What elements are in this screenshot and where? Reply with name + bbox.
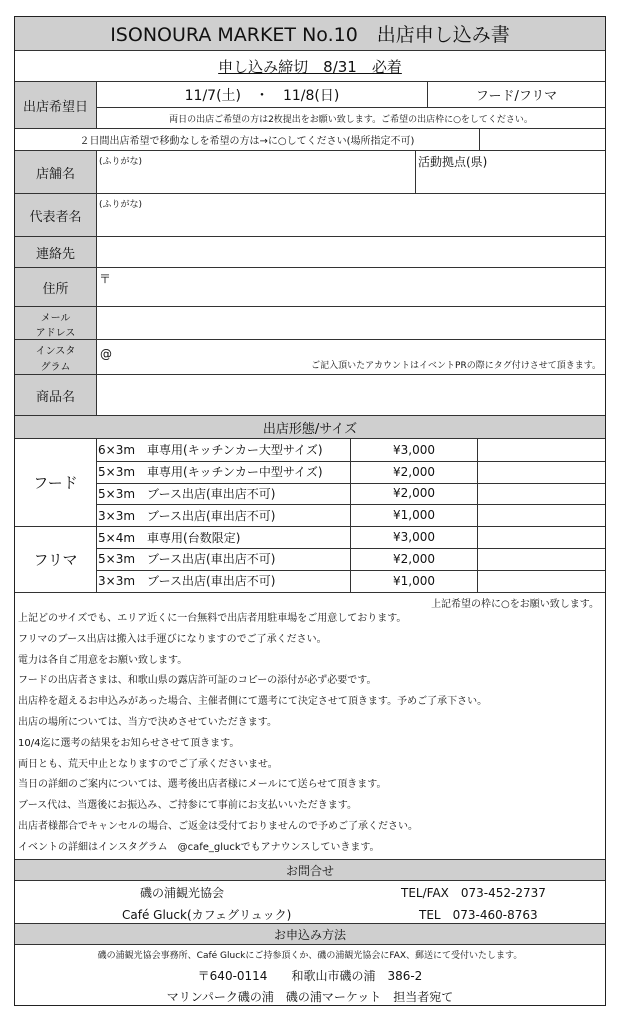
inquiry-tel1: TEL/FAX 073-452-2737 (401, 886, 546, 900)
booth-option-name: 3×3m ブース出店(車出店不可) (98, 508, 276, 523)
mail-field[interactable] (97, 307, 605, 339)
dates-field[interactable]: 11/7(土) ・ 11/8(日) (184, 87, 340, 104)
note-item: 電力は各自ご用意をお願い致します。 (18, 654, 188, 666)
date-label: 出店希望日 (15, 82, 96, 128)
insta-label-line2: グラム (40, 362, 71, 373)
food-label: フード (33, 474, 78, 492)
rep-label: 代表者名 (15, 194, 96, 236)
form-title: ISONOURA MARKET No.10 出店申し込み書 (15, 17, 605, 50)
booth-option-select-cell[interactable] (478, 548, 605, 570)
booth-option-select-cell[interactable] (478, 483, 605, 505)
note-item: 両日とも、荒天中止となりますのでご了承くださいませ。 (18, 758, 278, 770)
insta-label-line1: インスタ (35, 346, 76, 357)
contact-label: 連絡先 (15, 237, 96, 267)
apply-header: お申込み方法 (15, 924, 605, 944)
product-label: 商品名 (15, 375, 96, 415)
note-item: イベントの詳細はインスタグラム @cafe_gluckでもアナウンスしていきます。 (18, 841, 380, 853)
booth-option-name: 5×3m 車専用(キッチンカー中型サイズ) (98, 465, 323, 480)
note-item: 出店枠を超えるお申込みがあった場合、主催者側にて選考にて決定させて頂きます。予めご了承下さい。 (18, 696, 488, 708)
inquiry-header: お問合せ (15, 860, 605, 880)
shop-label: 店舗名 (15, 151, 96, 193)
note-item: フードの出店者さまは、和歌山県の露店許可証のコピーの添付が必ず必要です。 (18, 675, 377, 687)
booth-option-price: ¥3,000 (393, 442, 435, 457)
note-item: 出店者様都合でキャンセルの場合、ご返金は受付ておりませんので予めご了承ください。 (18, 821, 418, 832)
booth-header: 出店形態/サイズ (15, 416, 605, 438)
divider (15, 592, 605, 593)
mail-label-line2: アドレス (35, 328, 76, 339)
booth-option-price: ¥2,000 (393, 486, 435, 501)
booth-option-select-cell[interactable] (478, 461, 605, 483)
shop-name-field[interactable] (97, 151, 415, 193)
inquiry-tel2: TEL 073-460-8763 (419, 908, 538, 922)
stay-note: ２日間出店希望で移動なしを希望の方は→に○してください(場所指定不可) (79, 136, 415, 147)
stay-checkbox[interactable] (480, 129, 605, 150)
note-item: 出店の場所については、当方で決めさせていただきます。 (18, 717, 277, 728)
circle-note: 上記希望の枠に○をお願い致します。 (431, 599, 599, 610)
booth-option-price: ¥3,000 (393, 530, 435, 545)
address-label: 住所 (15, 268, 96, 306)
dates-note: 両日の出店ご希望の方は2枚提出をお願い致します。ご希望の出店枠に○をしてください。 (169, 114, 533, 125)
booth-option-select-cell[interactable] (478, 504, 605, 526)
postal-mark: 〒 (99, 272, 112, 286)
note-item: ブース代は、当選後にお振込み、ご持参にて事前にお支払いいただきます。 (18, 800, 357, 812)
base-field[interactable] (416, 151, 605, 193)
note-item: 10/4迄に選考の結果をお知らせさせて頂きます。 (18, 737, 240, 749)
booth-option-name: 3×3m ブース出店(車出店不可) (98, 574, 276, 589)
inquiry-org2: Café Gluck(カフェグリュック) (122, 908, 292, 922)
mail-label (15, 307, 96, 339)
apply-line1: 磯の浦観光協会事務所、Café Gluckにご持参頂くか、磯の浦観光協会にFAX、郵送にて受付いたします。 (97, 950, 523, 961)
furigana-label: (ふりがな) (99, 200, 143, 210)
booth-option-name: 5×3m ブース出店(車出店不可) (98, 552, 276, 567)
deadline: 申し込み締切 8/31 必着 (218, 57, 402, 76)
booth-option-price: ¥2,000 (393, 551, 435, 566)
inquiry-org1: 磯の浦観光協会 (140, 886, 225, 900)
address-field[interactable] (97, 268, 605, 306)
booth-option-name: 5×3m ブース出店(車出店不可) (98, 486, 276, 501)
category-field[interactable]: フード/フリマ (475, 89, 558, 104)
booth-option-price: ¥1,000 (393, 573, 435, 588)
note-item: 当日の詳細のご案内については、選考後出店者様にメールにて送らせて頂きます。 (18, 779, 387, 791)
note-item: 上記どのサイズでも、エリア近くに一台無料で出店者用駐車場をご用意しております。 (18, 613, 407, 624)
apply-line3: マリンパーク磯の浦 磯の浦マーケット 担当者宛て (166, 989, 454, 1004)
flea-label: フリマ (33, 551, 78, 569)
rep-name-field[interactable] (97, 194, 605, 236)
product-field[interactable] (97, 375, 605, 415)
application-form (14, 16, 606, 1006)
insta-field[interactable] (97, 340, 605, 374)
insta-label (15, 340, 96, 374)
note-item: フリマのブース出店は搬入は手運びになりますのでご了承ください。 (18, 633, 327, 645)
furigana-label: (ふりがな) (99, 157, 143, 167)
booth-option-select-cell[interactable] (478, 570, 605, 592)
booth-option-name: 5×4m 車専用(台数限定) (98, 530, 241, 545)
booth-option-price: ¥2,000 (393, 464, 435, 479)
booth-option-select-cell[interactable] (478, 526, 605, 548)
insta-note: ご記入頂いたアカウントはイベントPRの際にタグ付けさせて頂きます。 (311, 361, 601, 371)
contact-field[interactable] (97, 237, 605, 267)
booth-option-name: 6×3m 車専用(キッチンカー大型サイズ) (98, 443, 323, 458)
notes-list (18, 609, 603, 859)
divider (15, 880, 605, 881)
at-mark: @ (100, 347, 112, 361)
mail-label-line1: メール (40, 313, 71, 324)
apply-line2: 〒640-0114 和歌山市磯の浦 386-2 (197, 968, 423, 983)
booth-option-select-cell[interactable] (478, 439, 605, 461)
booth-option-price: ¥1,000 (393, 508, 435, 523)
base-label: 活動拠点(県) (418, 155, 488, 169)
